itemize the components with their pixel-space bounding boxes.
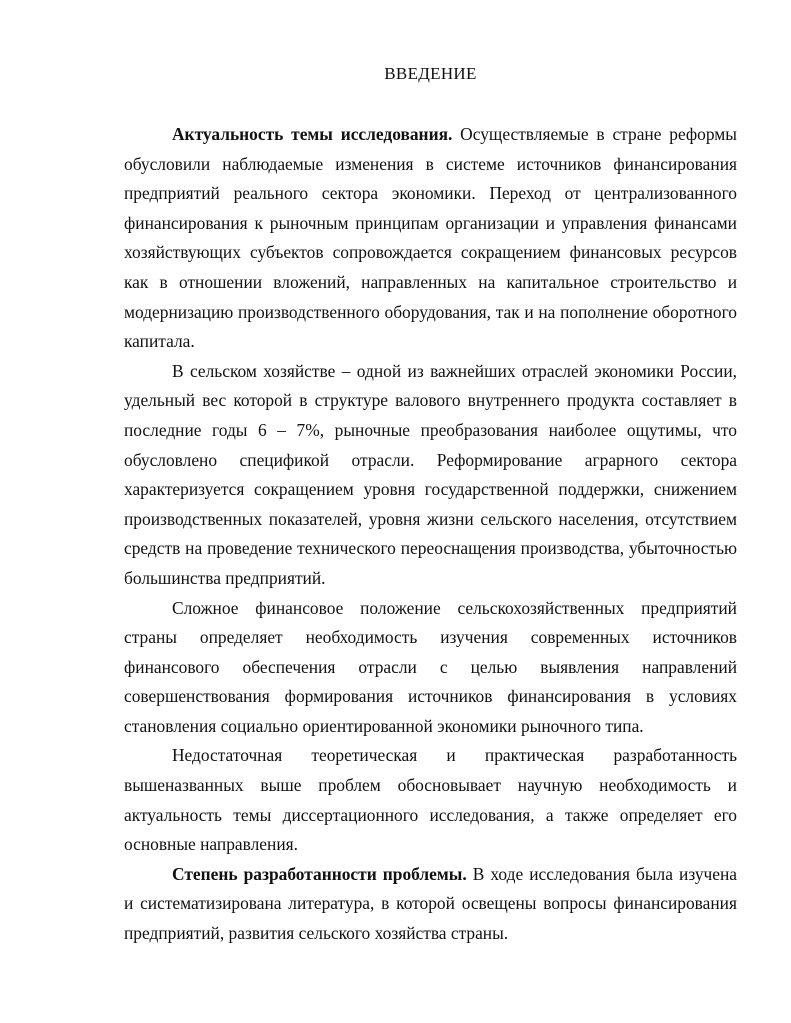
- page-title: ВВЕДЕНИЕ: [384, 64, 477, 83]
- paragraph-lead: Степень разработанности проблемы.: [172, 863, 467, 884]
- paragraph-insufficient-development: [124, 741, 737, 859]
- paragraph-financial-situation: [124, 594, 737, 742]
- paragraph-lead: Актуальность темы исследования.: [172, 124, 453, 144]
- paragraph-text: Сложное финансовое положение сельскохозяйственных предприятий страны определяет необходимость изучения современных источников финансового обеспечения отрасли с целью выявления направлений совершенствования формирования источников финансирования в условиях становления социально ориентированной экономики рыночного типа.: [124, 597, 737, 736]
- paragraph-degree-of-development: [124, 860, 737, 949]
- paragraph-relevance: [124, 120, 737, 357]
- document-body: [124, 120, 737, 949]
- paragraph-text: Осуществляемые в стране реформы обусловили наблюдаемые изменения в системе источников финансирования предприятий реального сектора экономики. Переход от централизованного финансирования к рыночным принципам организации и управления финансами хозяйствующих субъектов сопровождается сокращением финансовых ресурсов как в отношении вложений, направленных на капитальное строительство и модернизацию производственного оборудования, так и на пополнение оборотного капитала.: [124, 124, 737, 352]
- paragraph-text: В сельском хозяйстве – одной из важнейших отраслей экономики России, удельный вес которой в структуре валового внутреннего продукта составляет в последние годы 6 – 7%, рыночные преобразования наиболее ощутимы, что обусловлено спецификой отрасли. Реформирование аграрного сектора характеризуется сокращением уровня государственной поддержки, снижением производственных показателей, уровня жизни сельского населения, отсутствием средств на проведение технического переоснащения производства, убыточностью большинства предприятий.: [124, 360, 737, 588]
- paragraph-text: В ходе исследования была изучена и систематизирована литература, в которой освещены вопросы финансирования предприятий, развития сельского хозяйства страны.: [124, 863, 738, 944]
- paragraph-text: Недостаточная теоретическая и практическая разработанность вышеназванных выше проблем обосновывает научную необходимость и актуальность темы диссертационного исследования, а также определяет его основные направления.: [124, 745, 737, 855]
- paragraph-agriculture: [124, 357, 737, 594]
